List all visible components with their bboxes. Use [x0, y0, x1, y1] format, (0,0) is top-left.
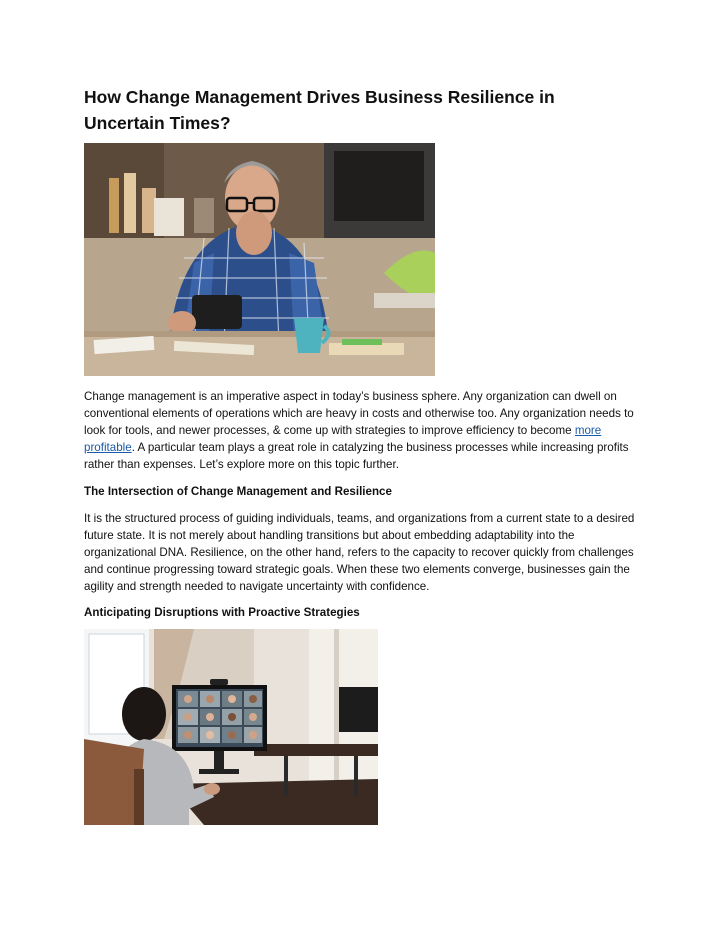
video-conference-photo [84, 629, 378, 825]
section-heading-anticipating: Anticipating Disruptions with Proactive Strategies [84, 606, 360, 619]
article-title: How Change Management Drives Business Resilience in Uncertain Times? [84, 87, 555, 133]
section-body-intersection: It is the structured process of guiding individuals, teams, and organizations from a current state to a desired future state. It is not merely about handling transitions but about embedding adaptability into the organizational DNA. Resilience, on the other hand, refers to the capacity to recover quickly from challenges and continue progressing toward strategic goals. When these two elements converge, businesses gain the agility and strength needed to navigate uncertainty with confidence. [84, 512, 635, 593]
intro-text-end: . A particular team plays a great role in catalyzing the business processes while increasing profits rather than expenses. Let’s explore more on this topic further. [84, 441, 629, 471]
stressed-man-photo [84, 143, 435, 376]
section-heading-intersection: The Intersection of Change Management and Resilience [84, 485, 392, 498]
more-profitable-link[interactable]: more profitable [84, 424, 602, 454]
intro-text-start: Change management is an imperative aspect in today’s business sphere. Any organization can dwell on conventional elements of operations which are heavy in costs and otherwise too. Any organization needs to look for tools, and newer processes, & come up with strategies to improve efficiency to become [84, 390, 634, 437]
intro-paragraph [84, 388, 640, 473]
